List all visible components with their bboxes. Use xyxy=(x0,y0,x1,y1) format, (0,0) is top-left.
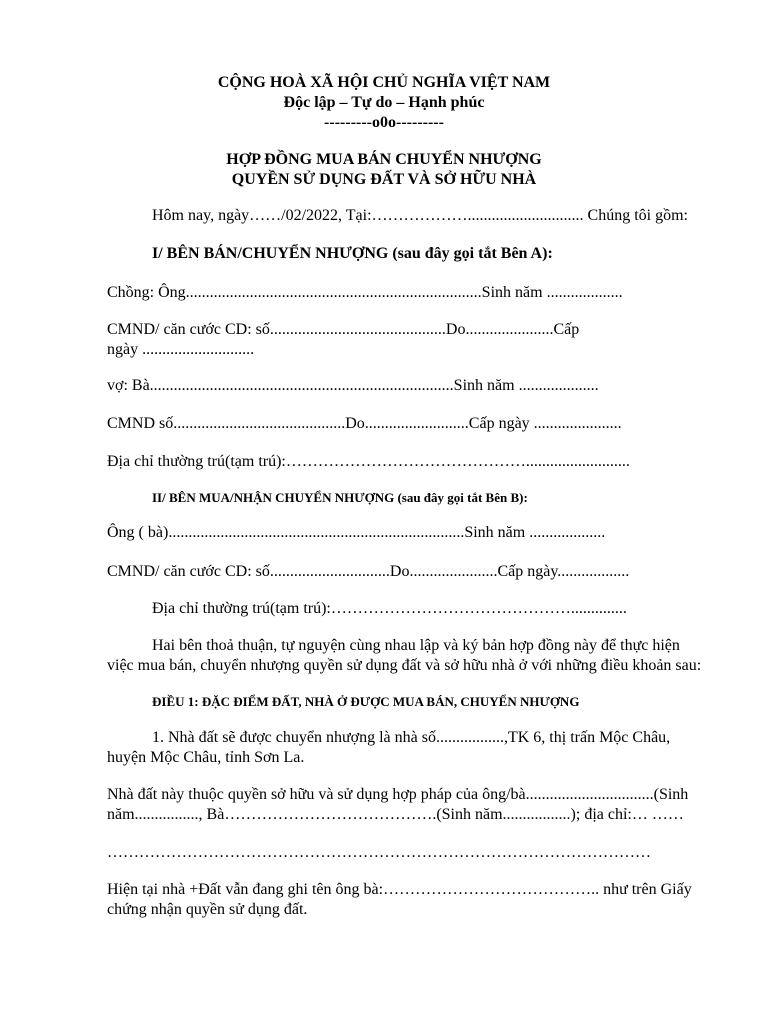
party-a-husband-id: CMND/ căn cước CD: số............................................Do......................Cấp xyxy=(107,321,580,338)
party-b-heading: II/ BÊN MUA/NHẬN CHUYỂN NHƯỢNG (sau đây gọi tắt Bên B): xyxy=(152,490,528,505)
article1-current-line2: chứng nhận quyền sử dụng đất. xyxy=(107,901,308,918)
article1-current-line1: Hiện tại nhà +Đất vẫn đang ghi tên ông bà:………………………………….. như trên Giấy xyxy=(107,881,692,898)
national-motto: Độc lập – Tự do – Hạnh phúc xyxy=(283,94,485,111)
agreement-line2: việc mua bán, chuyển nhượng quyền sử dụng đất và sở hữu nhà ở với những điều khoản sau: xyxy=(107,657,702,674)
party-a-heading: I/ BÊN BÁN/CHUYỂN NHƯỢNG (sau đây gọi tắt Bên A): xyxy=(152,245,553,262)
party-a-address: Địa chỉ thường trú(tạm trú):……………………………………….......................... xyxy=(107,453,630,470)
party-a-husband: Chồng: Ông..........................................................................Sinh năm ................... xyxy=(107,284,623,301)
party-b-address: Địa chỉ thường trú(tạm trú):……………………………………….............. xyxy=(152,600,627,617)
article1-item1-line1: 1. Nhà đất sẽ được chuyển nhượng là nhà số.................,TK 6, thị trấn Mộc Châu, xyxy=(152,729,671,746)
party-a-wife: vợ: Bà............................................................................Sinh năm .................... xyxy=(107,377,599,394)
article1-owner-line1: Nhà đất này thuộc quyền sở hữu và sử dụng hợp pháp của ông/bà................................(Sinh xyxy=(107,786,689,803)
article1-item1-line2: huyện Mộc Châu, tỉnh Sơn La. xyxy=(107,749,305,766)
party-a-wife-id: CMND số...........................................Do..........................Cấp ngày ...................... xyxy=(107,415,622,432)
contract-title-line2: QUYỀN SỬ DỤNG ĐẤT VÀ SỞ HỮU NHÀ xyxy=(231,171,537,188)
agreement-line1: Hai bên thoả thuận, tự nguyện cùng nhau lập và ký bản hợp đồng này để thực hiện xyxy=(152,637,680,654)
party-a-husband-id-date: ngày ............................ xyxy=(107,341,255,358)
article1-owner-line2: năm................, Bà………………………………….(Sinh năm.................); địa chỉ:… …… xyxy=(107,806,684,823)
header-separator: ---------o0o--------- xyxy=(324,114,444,131)
party-b-id: CMND/ căn cước CD: số..............................Do......................Cấp ngày.................. xyxy=(107,563,630,580)
intro-line: Hôm nay, ngày……/02/2022, Tại:………………............................. Chúng tôi gồm: xyxy=(152,207,688,224)
article1-owner-line3: ………………………………………………………………………………………… xyxy=(107,844,651,861)
contract-title-line1: HỢP ĐỒNG MUA BÁN CHUYỂN NHƯỢNG xyxy=(226,151,542,168)
country-name: CỘNG HOÀ XÃ HỘI CHỦ NGHĨA VIỆT NAM xyxy=(217,74,551,91)
party-b-person: Ông ( bà)..........................................................................Sinh năm ................... xyxy=(107,524,606,541)
article1-heading: ĐIỀU 1: ĐẶC ĐIỂM ĐẤT, NHÀ Ở ĐƯỢC MUA BÁN, CHUYỂN NHƯỢNG xyxy=(152,694,580,709)
